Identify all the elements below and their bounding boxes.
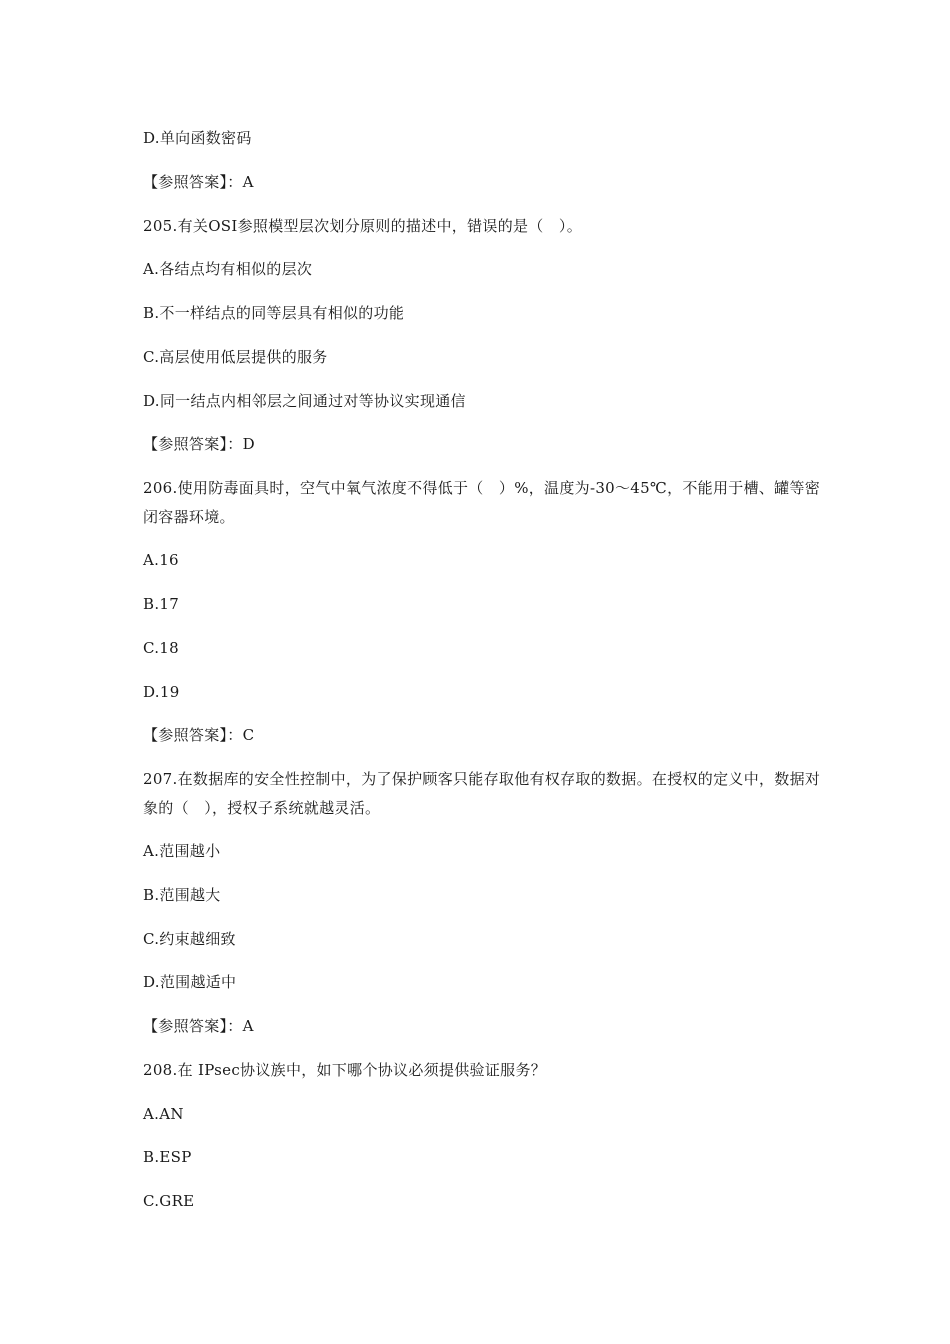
q205-option-b: B.不一样结点的同等层具有相似的功能 bbox=[143, 304, 405, 322]
q206-option-a: A.16 bbox=[143, 551, 179, 569]
q206-option-c: C.18 bbox=[143, 639, 179, 657]
q206-option-b: B.17 bbox=[143, 595, 180, 613]
q207-option-a: A.范围越小 bbox=[143, 842, 221, 860]
q206-question: 206.使用防毒面具时，空气中氧气浓度不得低于（ ）%，温度为-30～45℃，不能用于槽、罐等密闭容器环境。 bbox=[143, 479, 821, 526]
q208-option-c: C.GRE bbox=[143, 1192, 195, 1210]
q205-question: 205.有关OSI参照模型层次划分原则的描述中，错误的是（ ）。 bbox=[143, 217, 582, 235]
q205-option-d: D.同一结点内相邻层之间通过对等协议实现通信 bbox=[143, 392, 466, 410]
q206-answer: 【参照答案】：C bbox=[143, 726, 255, 744]
q205-answer: 【参照答案】：D bbox=[143, 435, 255, 453]
q205-option-a: A.各结点均有相似的层次 bbox=[143, 260, 313, 278]
q207-option-b: B.范围越大 bbox=[143, 886, 221, 904]
q207-option-c: C.约束越细致 bbox=[143, 930, 236, 948]
q207-answer: 【参照答案】：A bbox=[143, 1017, 254, 1035]
q207-question: 207.在数据库的安全性控制中，为了保护顾客只能存取他有权存取的数据。在授权的定义中，数据对象的（ ），授权子系统就越灵活。 bbox=[143, 770, 821, 817]
q204-answer: 【参照答案】：A bbox=[143, 173, 254, 191]
q206-option-d: D.19 bbox=[143, 683, 180, 701]
q208-option-a: A.AN bbox=[143, 1105, 184, 1123]
q208-question: 208.在 IPsec协议族中，如下哪个协议必须提供验证服务？ bbox=[143, 1061, 547, 1079]
q204-option-d: D.单向函数密码 bbox=[143, 129, 252, 147]
q207-option-d: D.范围越适中 bbox=[143, 973, 237, 991]
q208-option-b: B.ESP bbox=[143, 1148, 192, 1166]
q205-option-c: C.高层使用低层提供的服务 bbox=[143, 348, 328, 366]
